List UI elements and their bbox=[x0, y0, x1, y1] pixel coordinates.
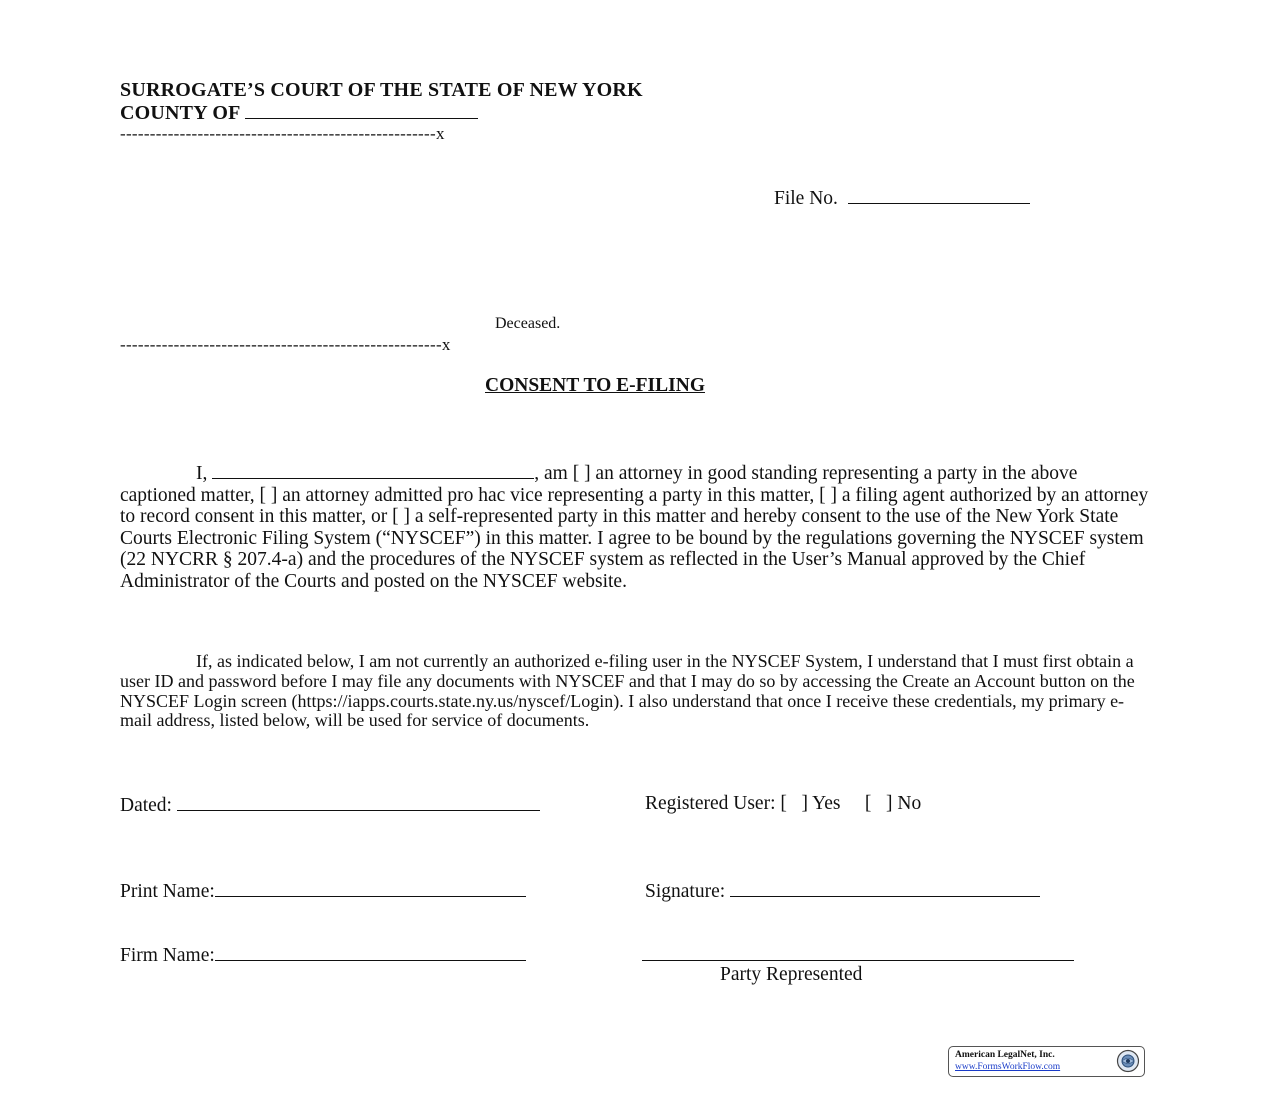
credentials-paragraph bbox=[120, 652, 1155, 731]
consent-text: , am [ ] an attorney in good standing representing a party in the above captioned matter, [ ] an attorney admitted pro hac vice representing a party in this matter, [ ] a filing agent authorized by an attorney to record consent in this matter, or [ ] a self-represented party in this matter and hereby consent to the use of the New York State Courts Electronic Filing System (“NYSCEF”) in this matter. I agree to be bound by the regulations governing the NYSCEF system (22 NYCRR § 207.4-a) and the procedures of the NYSCEF system as reflected in the User’s Manual approved by the Chief Administrator of the Courts and posted on the NYSCEF website. bbox=[120, 463, 1149, 592]
firm-name-line bbox=[120, 943, 526, 967]
dated-line bbox=[120, 793, 540, 817]
court-heading: SURROGATE’S COURT OF THE STATE OF NEW YORK bbox=[120, 79, 643, 101]
county-label: COUNTY OF bbox=[120, 102, 240, 124]
registered-user-line[interactable]: Registered User: [ ] Yes [ ] No bbox=[645, 793, 922, 814]
county-blank[interactable] bbox=[245, 101, 478, 119]
dated-blank[interactable] bbox=[177, 793, 540, 811]
file-no-label: File No. bbox=[774, 188, 838, 209]
logo-company: American LegalNet, Inc. bbox=[955, 1050, 1055, 1060]
credentials-text: If, as indicated below, I am not currently an authorized e-filing user in the NYSCEF System, I understand that I must first obtain a user ID and password before I may file any documents with NYSCEF and that I may do so by accessing the Create an Account button on the NYSCEF Login screen (https://iapps.courts.state.ny.us/nyscef/Login). I also understand that once I receive these credentials, my primary e-mail address, listed below, will be used for service of documents. bbox=[120, 651, 1135, 731]
signature-label: Signature: bbox=[645, 881, 726, 902]
logo-url-link[interactable]: www.FormsWorkFlow.com bbox=[955, 1062, 1061, 1072]
party-represented-blank[interactable] bbox=[642, 943, 1074, 961]
globe-icon bbox=[1116, 1049, 1140, 1073]
print-name-label: Print Name: bbox=[120, 881, 215, 902]
file-no-line bbox=[774, 186, 1030, 210]
deceased-label: Deceased. bbox=[495, 315, 561, 332]
signature-blank[interactable] bbox=[730, 879, 1040, 897]
name-blank[interactable] bbox=[212, 461, 534, 479]
caption-divider-top: -----------------------------------------------------x bbox=[120, 124, 445, 143]
print-name-blank[interactable] bbox=[215, 879, 526, 897]
file-no-blank[interactable] bbox=[848, 186, 1030, 204]
consent-lead: I, bbox=[196, 463, 208, 484]
caption-divider-bottom: ------------------------------------------------------x bbox=[120, 335, 451, 354]
signature-line bbox=[645, 879, 1040, 903]
party-represented-label: Party Represented bbox=[720, 964, 863, 985]
document-title: CONSENT TO E-FILING bbox=[485, 375, 705, 396]
firm-name-label: Firm Name: bbox=[120, 945, 215, 966]
american-legalnet-logo[interactable] bbox=[948, 1046, 1145, 1077]
dated-label: Dated: bbox=[120, 795, 172, 816]
consent-paragraph bbox=[120, 461, 1155, 592]
firm-name-blank[interactable] bbox=[215, 943, 526, 961]
county-line bbox=[120, 101, 478, 125]
print-name-line bbox=[120, 879, 526, 903]
party-represented-blank-wrap bbox=[642, 943, 1074, 966]
